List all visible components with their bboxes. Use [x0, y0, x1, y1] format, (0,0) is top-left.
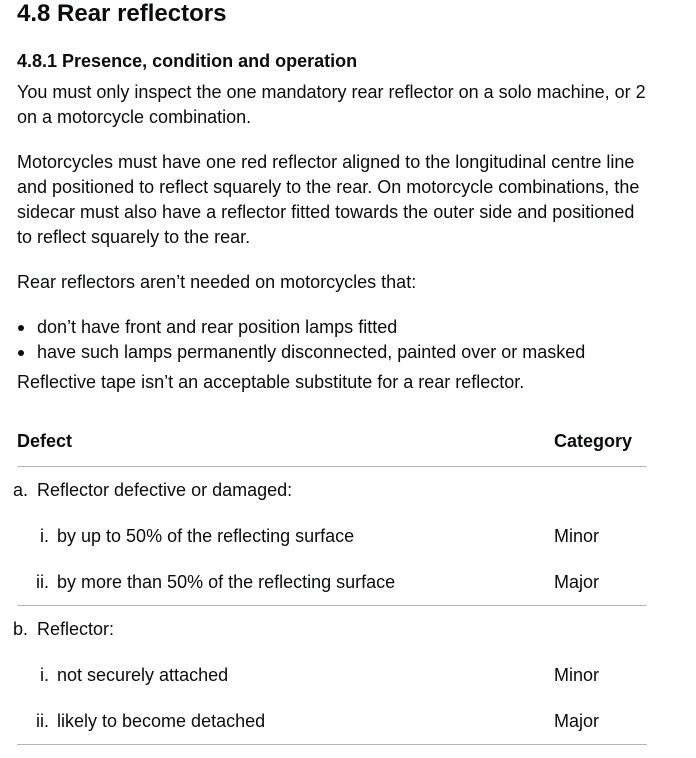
group-marker: a.: [13, 479, 29, 500]
item-text: by up to 50% of the reflecting surface: [57, 525, 355, 546]
list-item-text: don’t have front and rear position lamps fitted: [37, 317, 398, 337]
group-text: Reflector:: [37, 618, 115, 639]
item-marker: i.: [40, 664, 49, 685]
category-cell: Minor: [554, 664, 600, 685]
category-cell: Major: [544, 559, 647, 606]
section-title: 4.8 Rear reflectors: [17, 0, 227, 27]
list-item-text: have such lamps permanently disconnected, painted over or masked: [37, 342, 586, 362]
exemption-lead-paragraph: Rear reflectors aren’t needed on motorcycles that:: [17, 272, 417, 292]
list-item: [17, 315, 696, 340]
group-text: Reflector defective or damaged:: [37, 479, 293, 500]
item-text: by more than 50% of the reflecting surface: [57, 571, 396, 592]
bullet-icon: [18, 325, 24, 331]
defect-column-header: Defect: [17, 416, 544, 467]
table-row: [17, 513, 647, 559]
item-text: not securely attached: [57, 664, 229, 685]
table-header-row: [17, 416, 647, 467]
category-cell: Minor: [554, 525, 600, 546]
bullet-icon: [18, 350, 24, 356]
tape-note-paragraph: Reflective tape isn’t an acceptable substitute for a rear reflector.: [17, 372, 525, 392]
category-cell: Major: [544, 698, 647, 745]
group-marker: b.: [13, 618, 29, 639]
group-label: [13, 480, 292, 501]
item-text: likely to become detached: [57, 710, 266, 731]
table-row: [17, 559, 647, 606]
table-group-row: [17, 467, 647, 514]
category-column-header: Category: [544, 416, 647, 467]
item-marker: ii.: [36, 710, 49, 731]
subsection-title: 4.8.1 Presence, condition and operation: [17, 51, 358, 71]
list-item: [17, 340, 696, 365]
item-marker: i.: [40, 525, 49, 546]
exemption-list: [17, 315, 696, 365]
group-label: [13, 619, 114, 640]
intro-paragraph: You must only inspect the one mandatory rear reflector on a solo machine, or 2 on a motorcycle combination.: [17, 82, 646, 127]
table-group-row: [17, 606, 647, 653]
table-row: [17, 698, 647, 745]
defects-table: [13, 416, 647, 745]
table-row: [17, 652, 647, 698]
item-marker: ii.: [36, 571, 49, 592]
requirements-paragraph: Motorcycles must have one red reflector aligned to the longitudinal centre line and positioned to reflect squarely to the rear. On motorcycle combinations, the sidecar must also have a reflector fitted towards the outer side and positioned to reflect squarely to the rear.: [17, 152, 640, 247]
